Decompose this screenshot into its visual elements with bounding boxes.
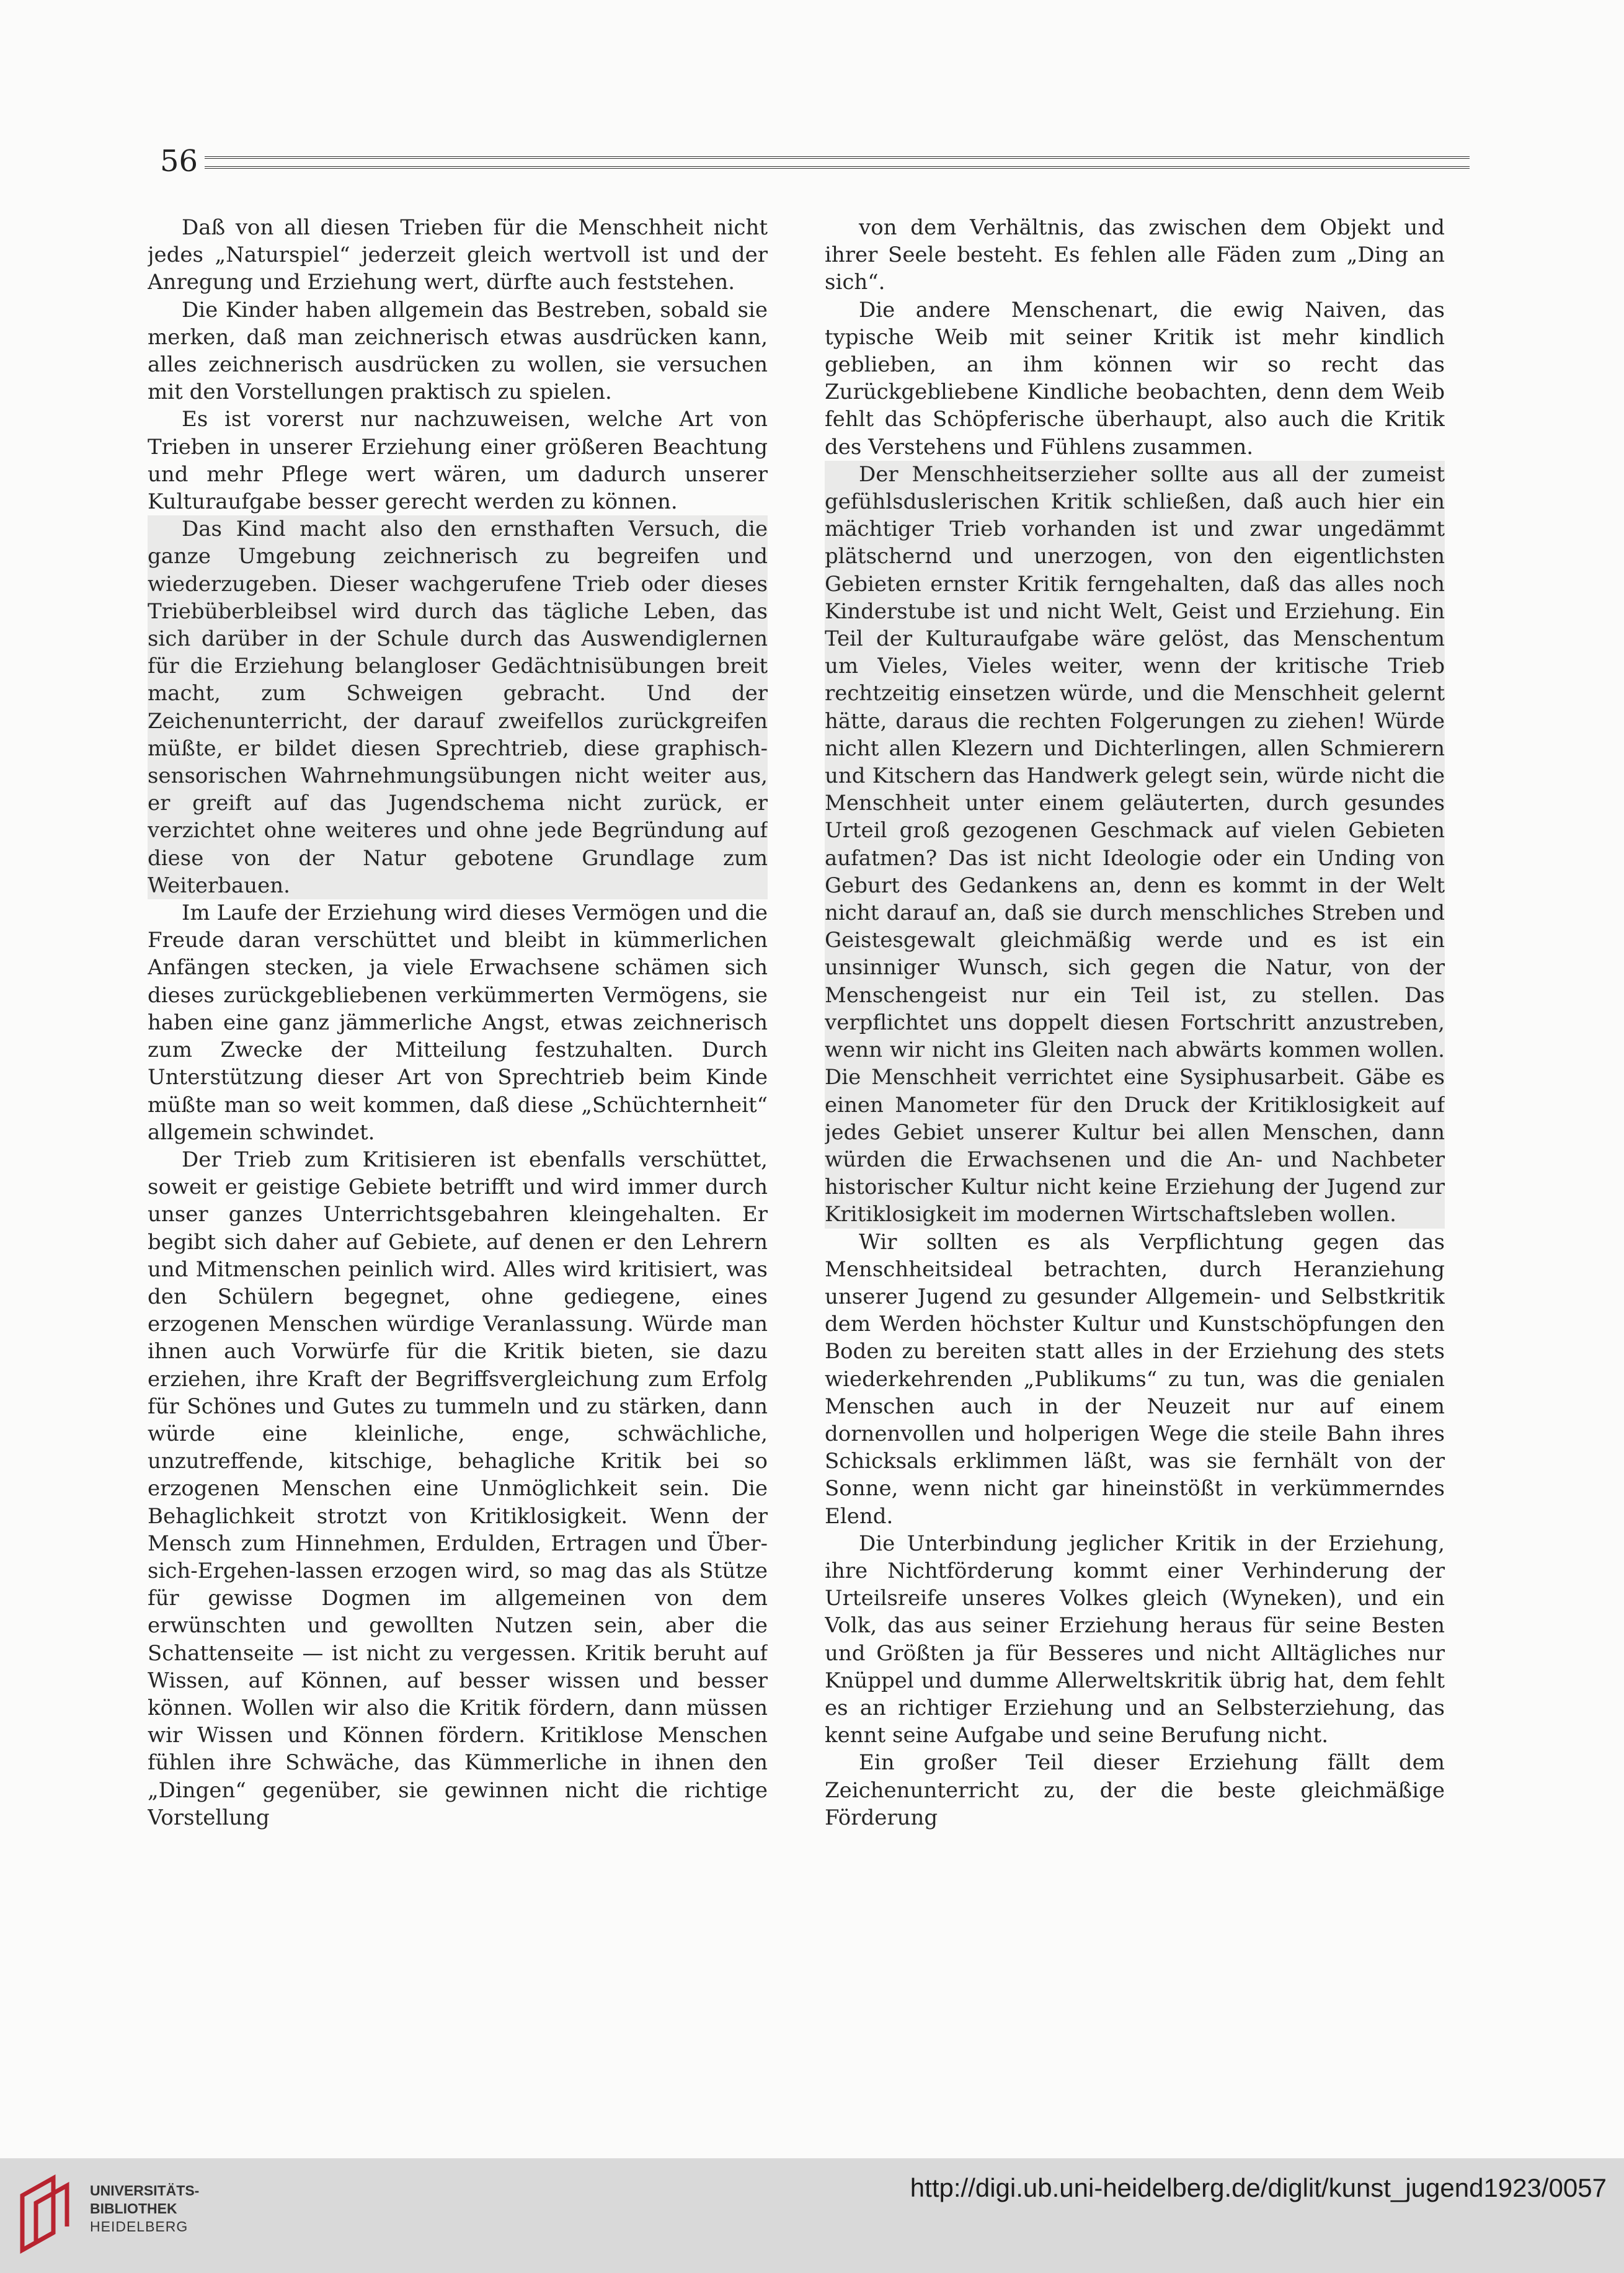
paragraph: Der Menschheitserzieher sollte aus all der zumeist gefühlsduslerischen Kritik schließen, daß auch hier ein mächtiger Trieb vorhanden ist und zwar ungedämmt plätschernd und unerzogen, von den eigentlichsten Gebieten ernster Kritik ferngehalten, daß das alles noch Kinderstube ist und nicht Welt, Geist und Erziehung. Ein Teil der Kulturaufgabe wäre gelöst, das Menschentum um Vieles, Vieles weiter, wenn der kritische Trieb rechtzeitig einsetzen würde, und die Menschheit gelernt hätte, daraus die rechten Folgerungen zu ziehen! Würde nicht allen Klezern und Dichterlingen, allen Schmierern und Kitschern das Handwerk gelegt sein, würde nicht die Menschheit unter einem geläuterten, durch gesundes Urteil groß gezogenen Geschmack auf vielen Gebieten aufatmen? Das ist nicht Ideologie oder ein Unding von Geburt des Gedankens an, denn es kommt in der Welt nicht darauf an, daß sie durch menschliches Streben und Geistesgewalt gleichmäßig werde und es ist ein unsinniger Wunsch, sich gegen die Natur, von der Menschengeist nur ein Teil ist, zu stellen. Das verpflichtet uns doppelt diesen Fortschritt anzustreben, wenn wir nicht ins Gleiten nach abwärts kommen wollen. Die Menschheit verrichtet eine Sysiphusarbeit. Gäbe es einen Manometer für den Druck der Kritiklosigkeit auf jedes Gebiet unserer Kultur bei allen Menschen, dann würden die Erwachsenen und die An- und Nachbeter historischer Kultur nicht keine Erziehung der Jugend zur Kritiklosigkeit im modernen Wirtschaftsleben wollen. bbox=[825, 461, 1445, 1229]
right-column bbox=[825, 214, 1445, 2006]
paragraph: von dem Verhältnis, das zwischen dem Objekt und ihrer Seele besteht. Es fehlen alle Fäden zum „Ding an sich“. bbox=[825, 215, 1445, 295]
paragraph: Es ist vorerst nur nachzuweisen, welche Art von Trieben in unserer Erziehung einer größeren Beachtung und mehr Pflege wert wären, um dadurch unserer Kulturaufgabe besser gerecht werden zu können. bbox=[148, 407, 768, 515]
paragraph: Daß von all diesen Trieben für die Menschheit nicht jedes „Naturspiel“ jederzeit gleich wertvoll ist und der Anregung und Erziehung wert, dürfte auch feststehen. bbox=[148, 215, 768, 295]
library-logo-icon[interactable] bbox=[17, 2171, 79, 2257]
paragraph: Der Trieb zum Kritisieren ist ebenfalls verschüttet, soweit er geistige Gebiete betrifft und wird immer durch unser ganzes Unterrichtsgebahren kleingehalten. Er begibt sich daher auf Gebiete, auf denen er den Lehrern und Mitmenschen peinlich wird. Alles wird kritisiert, was den Schülern begegnet, ohne gediegene, eines erzogenen Menschen würdige Veranlassung. Würde man ihnen auch Vorwürfe für die Kritik bieten, sie dazu erziehen, ihre Kraft der Begriffsvergleichung zum Erfolg für Schönes und Gutes zu tummeln und zu stärken, dann würde eine kleinliche, enge, schwächliche, unzutreffende, kitschige, behagliche Kritik bei so erzogenen Menschen eine Unmöglichkeit sein. Die Behaglichkeit strotzt von Kritiklosigkeit. Wenn der Mensch zum Hinnehmen, Erdulden, Ertragen und Über-sich-Ergehen-lassen erzogen wird, so mag das als Stütze für gewisse Dogmen im allgemeinen von dem erwünschten und gewollten Nutzen sein, aber die Schattenseite — ist nicht zu vergessen. Kritik beruht auf Wissen, auf Können, auf besser wissen und besser können. Wollen wir also die Kritik fördern, dann müssen wir Wissen und Können fördern. Kritiklose Menschen fühlen ihre Schwäche, das Kümmerliche in ihnen den „Dingen“ gegenüber, sie gewinnen nicht die richtige Vorstellung bbox=[148, 1147, 768, 1830]
library-name bbox=[90, 2182, 199, 2236]
paragraph: Im Laufe der Erziehung wird dieses Vermögen und die Freude daran verschüttet und bleibt in kümmerlichen Anfängen stecken, ja viele Erwachsene schämen sich dieses zurückgebliebenen verkümmerten Vermögens, sie haben eine ganz jämmerliche Angst, etwas zeichnerisch zum Zwecke der Mitteilung festzuhalten. Durch Unterstützung dieser Art von Sprechtrieb beim Kinde müßte man so weit kommen, daß diese „Schüchternheit“ allgemein schwindet. bbox=[148, 901, 768, 1145]
page-number: 56 bbox=[160, 144, 198, 179]
library-name-line: BIBLIOTHEK bbox=[90, 2200, 177, 2217]
paragraph: Ein großer Teil dieser Erziehung fällt dem Zeichenunterricht zu, der die beste gleichmäßige Förderung bbox=[825, 1750, 1445, 1830]
library-name-line: HEIDELBERG bbox=[90, 2218, 189, 2235]
header-rule bbox=[205, 156, 1470, 169]
paragraph: Die Kinder haben allgemein das Bestreben, sobald sie merken, daß man zeichnerisch etwas ausdrücken kann, alles zeichnerisch ausdrücken zu wollen, sie versuchen mit den Vorstellungen praktisch zu spielen. bbox=[148, 297, 768, 405]
library-name-line: UNIVERSITÄTS- bbox=[90, 2182, 200, 2199]
paragraph: Die andere Menschenart, die ewig Naiven, das typische Weib mit seiner Kritik ist mehr kindlich geblieben, an ihm können wir so recht das Zurückgebliebene Kindliche beobachten, denn dem Weib fehlt das Schöpferische überhaupt, also auch die Kritik des Verstehens und Fühlens zusammen. bbox=[825, 297, 1445, 460]
source-url-link[interactable]: http://digi.ub.uni-heidelberg.de/diglit/kunst_jugend1923/0057 bbox=[910, 2173, 1607, 2202]
paragraph: Die Unterbindung jeglicher Kritik in der Erziehung, ihre Nichtförderung kommt einer Verhinderung der Urteilsreife unseres Volkes gleich (Wyneken), und ein Volk, das aus seiner Erziehung heraus für seine Besten und Größten ja für Besseres und nicht Alltägliches nur Knüppel und dumme Allerweltskritik übrig hat, dem fehlt es an richtiger Erziehung und an Selbsterziehung, das kennt seine Aufgabe und seine Berufung nicht. bbox=[825, 1531, 1445, 1748]
paragraph: Wir sollten es als Verpflichtung gegen das Menschheitsideal betrachten, durch Heranziehung unserer Jugend zu gesunder Allgemein- und Selbstkritik dem Werden höchster Kultur und Kunstschöpfungen den Boden zu bereiten statt alles in der Erziehung des stets wiederkehrenden „Publikums“ zu tun, was die genialen Menschen auch in der Neuzeit nur auf einem dornenvollen und holperigen Wege die steile Bahn ihres Schicksals erklimmen läßt, was sie fernhält von der Sonne, wenn nicht gar hineinstößt in verkümmerndes Elend. bbox=[825, 1229, 1445, 1529]
paragraph: Das Kind macht also den ernsthaften Versuch, die ganze Umgebung zeichnerisch zu begreifen und wiederzugeben. Dieser wachgerufene Trieb oder dieses Triebüberbleibsel wird durch das tägliche Leben, das sich darüber in der Schule durch das Auswendiglernen für die Erziehung belangloser Gedächtnisübungen breit macht, zum Schweigen gebracht. Und der Zeichenunterricht, der darauf zweifellos zurückgreifen müßte, er bildet diesen Sprechtrieb, diese graphisch-sensorischen Wahrnehmungsübungen nicht weiter aus, er greift auf das Jugendschema nicht zurück, er verzichtet ohne weiteres und ohne jede Begründung auf diese von der Natur gebotene Grundlage zum Weiterbauen. bbox=[148, 515, 768, 899]
left-column bbox=[148, 214, 768, 2006]
